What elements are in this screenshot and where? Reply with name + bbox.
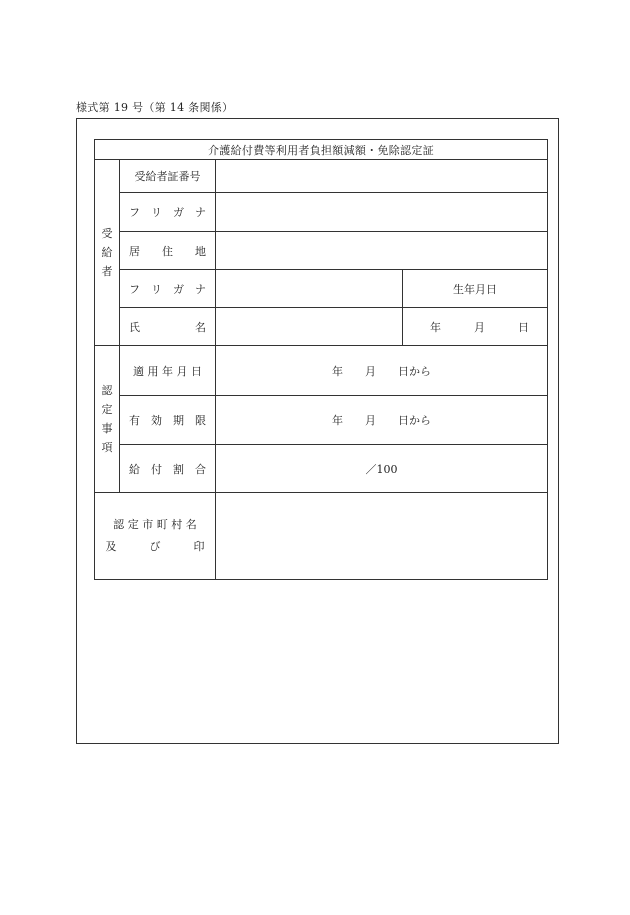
municipality-row: [95, 493, 548, 580]
recipient-name-furigana-field[interactable]: [216, 270, 403, 308]
municipality-label-line1: 認 定 市 町 村 名: [113, 518, 197, 531]
recipient-furigana-field[interactable]: [216, 193, 548, 232]
birthdate-value[interactable]: 年 月 日: [403, 308, 548, 346]
recipient-number-field[interactable]: [216, 160, 548, 193]
title-row: [95, 140, 548, 160]
certificate-title: 介護給付費等利用者負担額減額・免除認定証: [95, 140, 548, 160]
municipality-label-line2: 及 び 印: [105, 540, 205, 553]
valid-period-label: 有 効 期 限: [120, 396, 216, 445]
birthdate-label: 生年月日: [403, 270, 548, 308]
recipient-name-field[interactable]: [216, 308, 403, 346]
recipient-number-row: [95, 160, 548, 193]
recipient-furigana2-label: フ リ ガ ナ: [120, 270, 216, 308]
recipient-group-label: [95, 160, 120, 346]
recipient-name-row: [95, 308, 548, 346]
start-date-value[interactable]: 年 月 日から: [216, 346, 548, 396]
municipality-label-cell: [95, 493, 216, 580]
benefit-ratio-row: [95, 445, 548, 493]
certificate-table: [94, 139, 548, 580]
recipient-furigana2-row: [95, 270, 548, 308]
valid-period-value[interactable]: 年 月 日から: [216, 396, 548, 445]
start-date-label: 適 用 年 月 日: [120, 346, 216, 396]
recipient-address-label: 居 住 地: [120, 232, 216, 270]
certification-group-text: 認 定 事 項: [101, 384, 113, 454]
certification-group-label: [95, 346, 120, 493]
benefit-ratio-value[interactable]: ／100: [216, 445, 548, 493]
recipient-number-label: 受給者証番号: [120, 160, 216, 193]
recipient-furigana-label: フ リ ガ ナ: [120, 193, 216, 232]
recipient-furigana-row: [95, 193, 548, 232]
form-number-label: 様式第 19 号（第 14 条関係）: [76, 101, 234, 114]
benefit-ratio-label: 給 付 割 合: [120, 445, 216, 493]
recipient-address-row: [95, 232, 548, 270]
start-date-row: [95, 346, 548, 396]
recipient-name-label: 氏 名: [120, 308, 216, 346]
municipality-seal-field[interactable]: [216, 493, 548, 580]
valid-period-row: [95, 396, 548, 445]
recipient-group-text: 受 給 者: [101, 227, 113, 278]
recipient-address-field[interactable]: [216, 232, 548, 270]
